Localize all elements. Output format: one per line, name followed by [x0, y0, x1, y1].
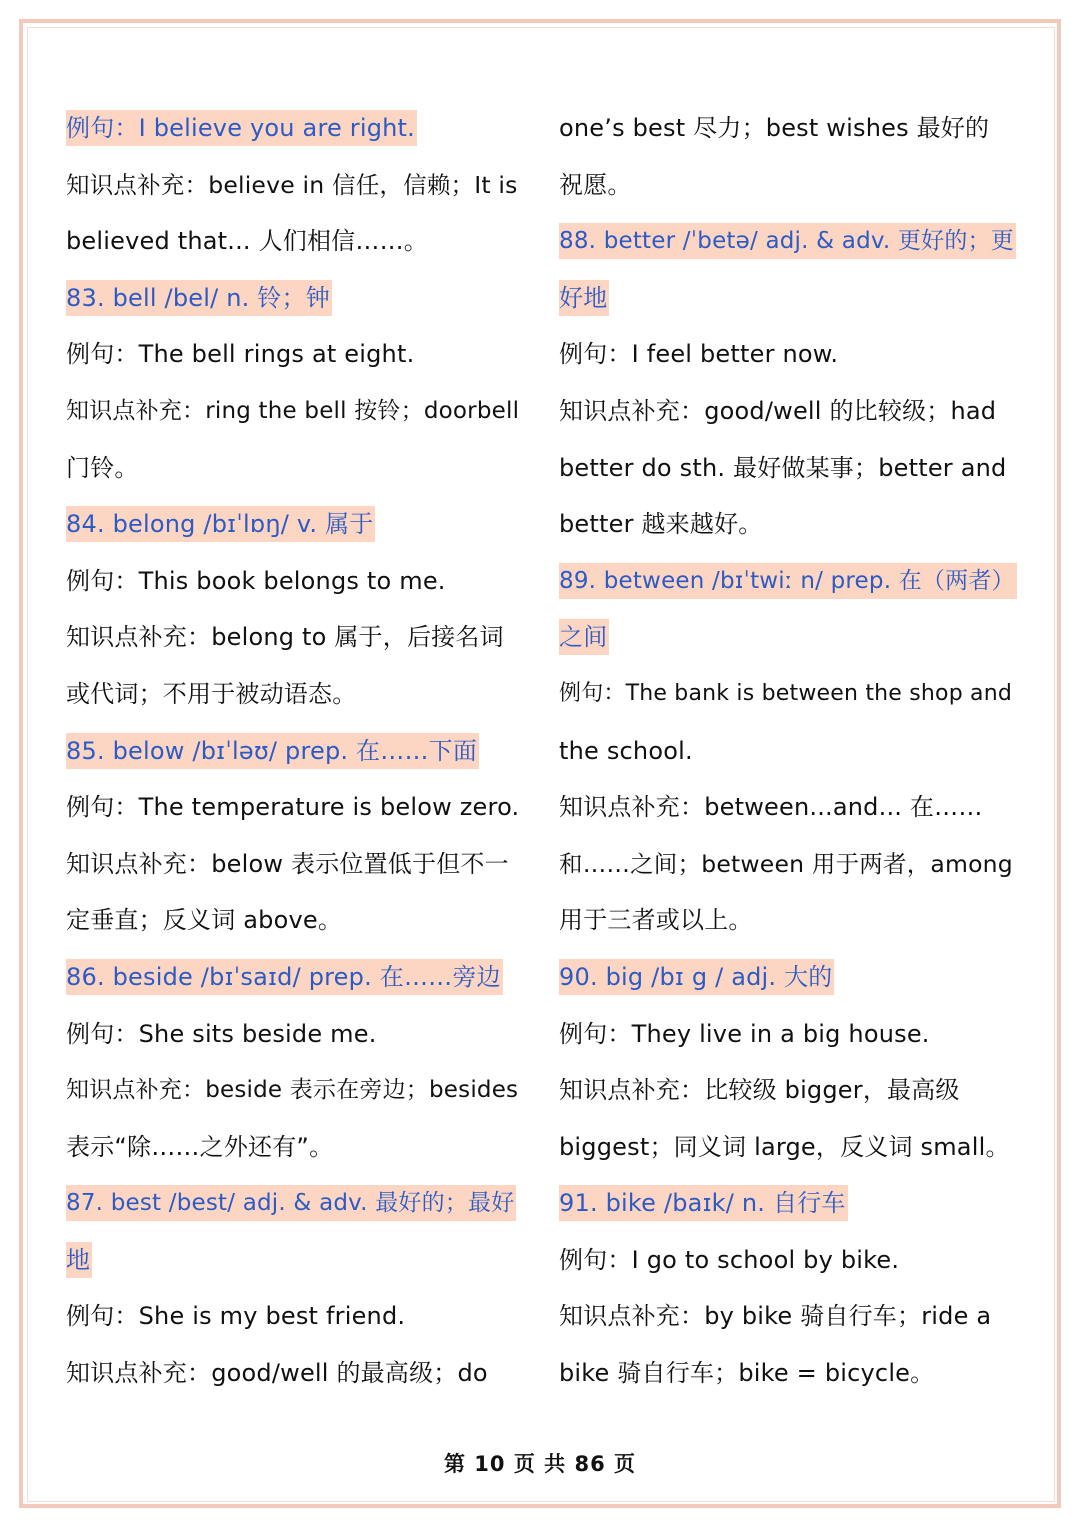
line-text: 知识点补充：good/well 的最高级；do: [66, 1359, 488, 1388]
entry-heading: 83. bell /bel/ n. 铃；钟: [66, 280, 332, 316]
text-line: [66, 892, 526, 949]
line-text: better do sth. 最好做某事；better and: [559, 453, 1007, 482]
line-text: 知识点补充：beside 表示在旁边；besides: [66, 1077, 519, 1104]
line-text: 或代词；不用于被动语态。: [66, 679, 357, 708]
entry-heading: 之间: [559, 619, 609, 655]
entry-heading-line: [66, 496, 526, 553]
line-text: 知识点补充：ring the bell 按铃；doorbell: [66, 397, 520, 424]
line-text: 知识点补充：believe in 信任，信赖；It is: [66, 170, 518, 199]
text-line: [559, 100, 1019, 157]
entry-heading: 地: [66, 1242, 92, 1278]
line-text: 知识点补充：belong to 属于，后接名词: [66, 623, 504, 652]
text-line: [66, 440, 526, 497]
text-line: [559, 496, 1019, 553]
entry-heading: 84. belong /bɪˈlɒŋ/ v. 属于: [66, 506, 375, 542]
text-line: [66, 779, 526, 836]
line-text: believed that... 人们相信……。: [66, 227, 428, 256]
text-line: [559, 892, 1019, 949]
entry-heading-line: [66, 270, 526, 327]
entry-heading: 87. best /best/ adj. & adv. 最好的；最好: [66, 1185, 516, 1221]
entry-heading-line: [559, 213, 1019, 270]
text-line: [66, 836, 526, 893]
line-text: 例句：The bell rings at eight.: [66, 340, 415, 369]
text-line: [66, 609, 526, 666]
text-line: [66, 666, 526, 723]
entry-heading: 90. big /bɪ g / adj. 大的: [559, 959, 834, 995]
line-text: 例句：This book belongs to me.: [66, 566, 446, 595]
line-text: 例句：The bank is between the shop and: [559, 680, 1013, 706]
text-line: [559, 157, 1019, 214]
text-line: [66, 1119, 526, 1176]
line-text: 表示“除……之外还有”。: [66, 1132, 334, 1161]
line-text: 和……之间；between 用于两者，among: [559, 849, 1013, 878]
line-text: 门铃。: [66, 453, 139, 482]
line-text: 知识点补充：below 表示位置低于但不一: [66, 849, 509, 878]
text-line: [559, 440, 1019, 497]
line-text: 例句：They live in a big house.: [559, 1019, 930, 1048]
line-text: 知识点补充：比较级 bigger，最高级: [559, 1076, 960, 1105]
line-text: biggest；同义词 large，反义词 small。: [559, 1132, 1010, 1161]
entry-heading: 85. below /bɪˈləʊ/ prep. 在……下面: [66, 733, 479, 769]
right-column: [559, 100, 1019, 1402]
text-line: [66, 326, 526, 383]
text-line: [559, 1345, 1019, 1402]
entry-heading-line: [559, 270, 1019, 327]
text-line: [66, 1062, 526, 1119]
entry-heading: 86. beside /bɪˈsaɪd/ prep. 在……旁边: [66, 959, 503, 995]
text-line: [559, 383, 1019, 440]
line-text: 例句：I go to school by bike.: [559, 1245, 900, 1274]
entry-heading: 89. between /bɪˈtwiː n/ prep. 在（两者）: [559, 563, 1017, 599]
line-text: 定垂直；反义词 above。: [66, 906, 343, 935]
entry-heading-line: [559, 1175, 1019, 1232]
text-line: [559, 836, 1019, 893]
text-line: [66, 383, 526, 440]
line-text: 例句：I feel better now.: [559, 340, 839, 369]
entry-heading-line: [66, 100, 526, 157]
text-line: [66, 213, 526, 270]
entry-heading-line: [559, 553, 1019, 610]
text-line: [559, 326, 1019, 383]
page-number: 第 10 页 共 86 页: [443, 1452, 636, 1476]
entry-heading: 91. bike /baɪk/ n. 自行车: [559, 1185, 848, 1221]
text-line: [559, 1288, 1019, 1345]
entry-heading-line: [66, 1175, 526, 1232]
line-text: 例句：She sits beside me.: [66, 1019, 377, 1048]
entry-heading-line: [559, 949, 1019, 1006]
entry-heading-line: [66, 1232, 526, 1289]
line-text: 例句：She is my best friend.: [66, 1302, 406, 1331]
text-line: [66, 1006, 526, 1063]
line-text: one’s best 尽力；best wishes 最好的: [559, 114, 990, 142]
text-line: [559, 1062, 1019, 1119]
line-text: the school.: [559, 736, 693, 765]
left-column: [66, 100, 526, 1402]
text-line: [559, 1232, 1019, 1289]
text-line: [559, 666, 1019, 723]
entry-heading-line: [66, 949, 526, 1006]
line-text: better 越来越好。: [559, 510, 763, 539]
text-line: [559, 1119, 1019, 1176]
line-text: 用于三者或以上。: [559, 906, 753, 935]
text-line: [66, 1345, 526, 1402]
text-line: [559, 779, 1019, 836]
text-line: [559, 723, 1019, 780]
line-text: 知识点补充：between...and... 在……: [559, 793, 983, 822]
text-line: [66, 553, 526, 610]
text-line: [559, 1006, 1019, 1063]
entry-heading: 88. better /ˈbetə/ adj. & adv. 更好的；更: [559, 223, 1016, 259]
line-text: 知识点补充：by bike 骑自行车；ride a: [559, 1302, 992, 1331]
entry-heading-line: [559, 609, 1019, 666]
text-line: [66, 1288, 526, 1345]
entry-heading: 例句：I believe you are right.: [66, 110, 417, 146]
entry-heading: 好地: [559, 280, 609, 316]
line-text: 知识点补充：good/well 的比较级；had: [559, 396, 997, 425]
line-text: 祝愿。: [559, 170, 632, 199]
line-text: bike 骑自行车；bike = bicycle。: [559, 1359, 935, 1388]
text-line: [66, 157, 526, 214]
entry-heading-line: [66, 723, 526, 780]
line-text: 例句：The temperature is below zero.: [66, 793, 520, 822]
